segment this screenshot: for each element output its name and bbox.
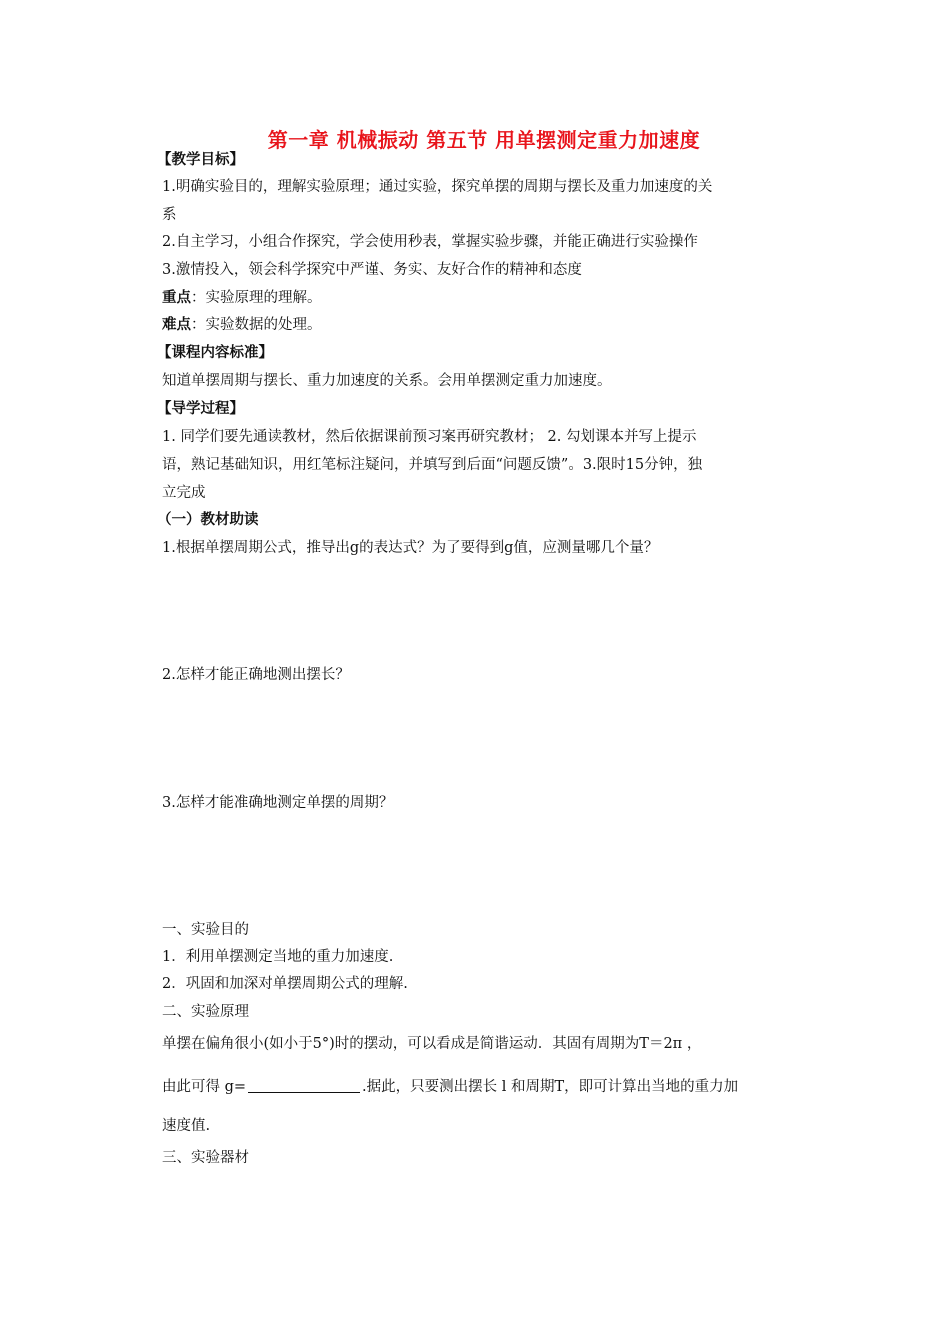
goals-heading: 【教学目标】: [157, 152, 244, 168]
process-line-1: 1. 同学们要先通读教材，然后依据课前预习案再研究教材； 2. 勾划课本并写上提示: [162, 429, 697, 445]
textbook-question-1: 1.根据单摆周期公式，推导出g的表达式？为了要得到g值，应测量哪几个量？: [162, 540, 659, 556]
standard-text: 知道单摆周期与摆长、重力加速度的关系。会用单摆测定重力加速度。: [162, 373, 612, 389]
textbook-question-3: 3.怎样才能准确地测定单摆的周期？: [162, 795, 394, 811]
textbook-heading: （一）教材助读: [157, 512, 259, 528]
principle-line-1: 单摆在偏角很小(如小于5°)时的摆动，可以看成是简谐运动．其固有周期为T＝2π ，: [162, 1036, 702, 1052]
principle-line-2: [162, 1077, 738, 1097]
difficulty-label: 难点: [162, 317, 191, 333]
process-line-2: 语，熟记基础知识，用红笔标注疑问，并填写到后面“问题反馈”。3.限时15分钟，独: [162, 457, 703, 473]
principle-heading: 二、实验原理: [162, 1004, 249, 1020]
goal-item-2: 2.自主学习，小组合作探究，学会使用秒表，掌握实验步骤，并能正确进行实验操作: [162, 234, 698, 250]
purpose-item-1: 1．利用单摆测定当地的重力加速度.: [162, 949, 394, 965]
standard-heading: 【课程内容标准】: [157, 345, 273, 361]
goal-item-3: 3.激情投入，领会科学探究中严谨、务实、友好合作的精神和态度: [162, 262, 582, 278]
goal-item-1: 1.明确实验目的，理解实验原理；通过实验，探究单摆的周期与摆长及重力加速度的关: [162, 179, 713, 195]
principle-line-3: 速度值.: [162, 1118, 211, 1134]
difficulty-point: [162, 315, 322, 335]
key-point-text: ：实验原理的理解。: [191, 290, 322, 306]
purpose-heading: 一、实验目的: [162, 922, 249, 938]
key-point-label: 重点: [162, 290, 191, 306]
textbook-question-2: 2.怎样才能正确地测出摆长？: [162, 667, 350, 683]
principle-formula-lead: 由此可得 g=: [162, 1079, 247, 1095]
g-answer-blank[interactable]: [248, 1078, 360, 1093]
process-heading: 【导学过程】: [157, 401, 244, 417]
document-title: 第一章 机械振动 第五节 用单摆测定重力加速度: [267, 128, 701, 152]
goal-item-1-cont: 系: [162, 207, 177, 223]
process-line-3: 立完成: [162, 485, 206, 501]
principle-formula-tail: .据此，只要测出摆长 l 和周期T，即可计算出当地的重力加: [362, 1079, 739, 1095]
key-point: [162, 288, 322, 308]
purpose-item-2: 2．巩固和加深对单摆周期公式的理解.: [162, 976, 408, 992]
equipment-heading: 三、实验器材: [162, 1150, 249, 1166]
difficulty-text: ：实验数据的处理。: [191, 317, 322, 333]
